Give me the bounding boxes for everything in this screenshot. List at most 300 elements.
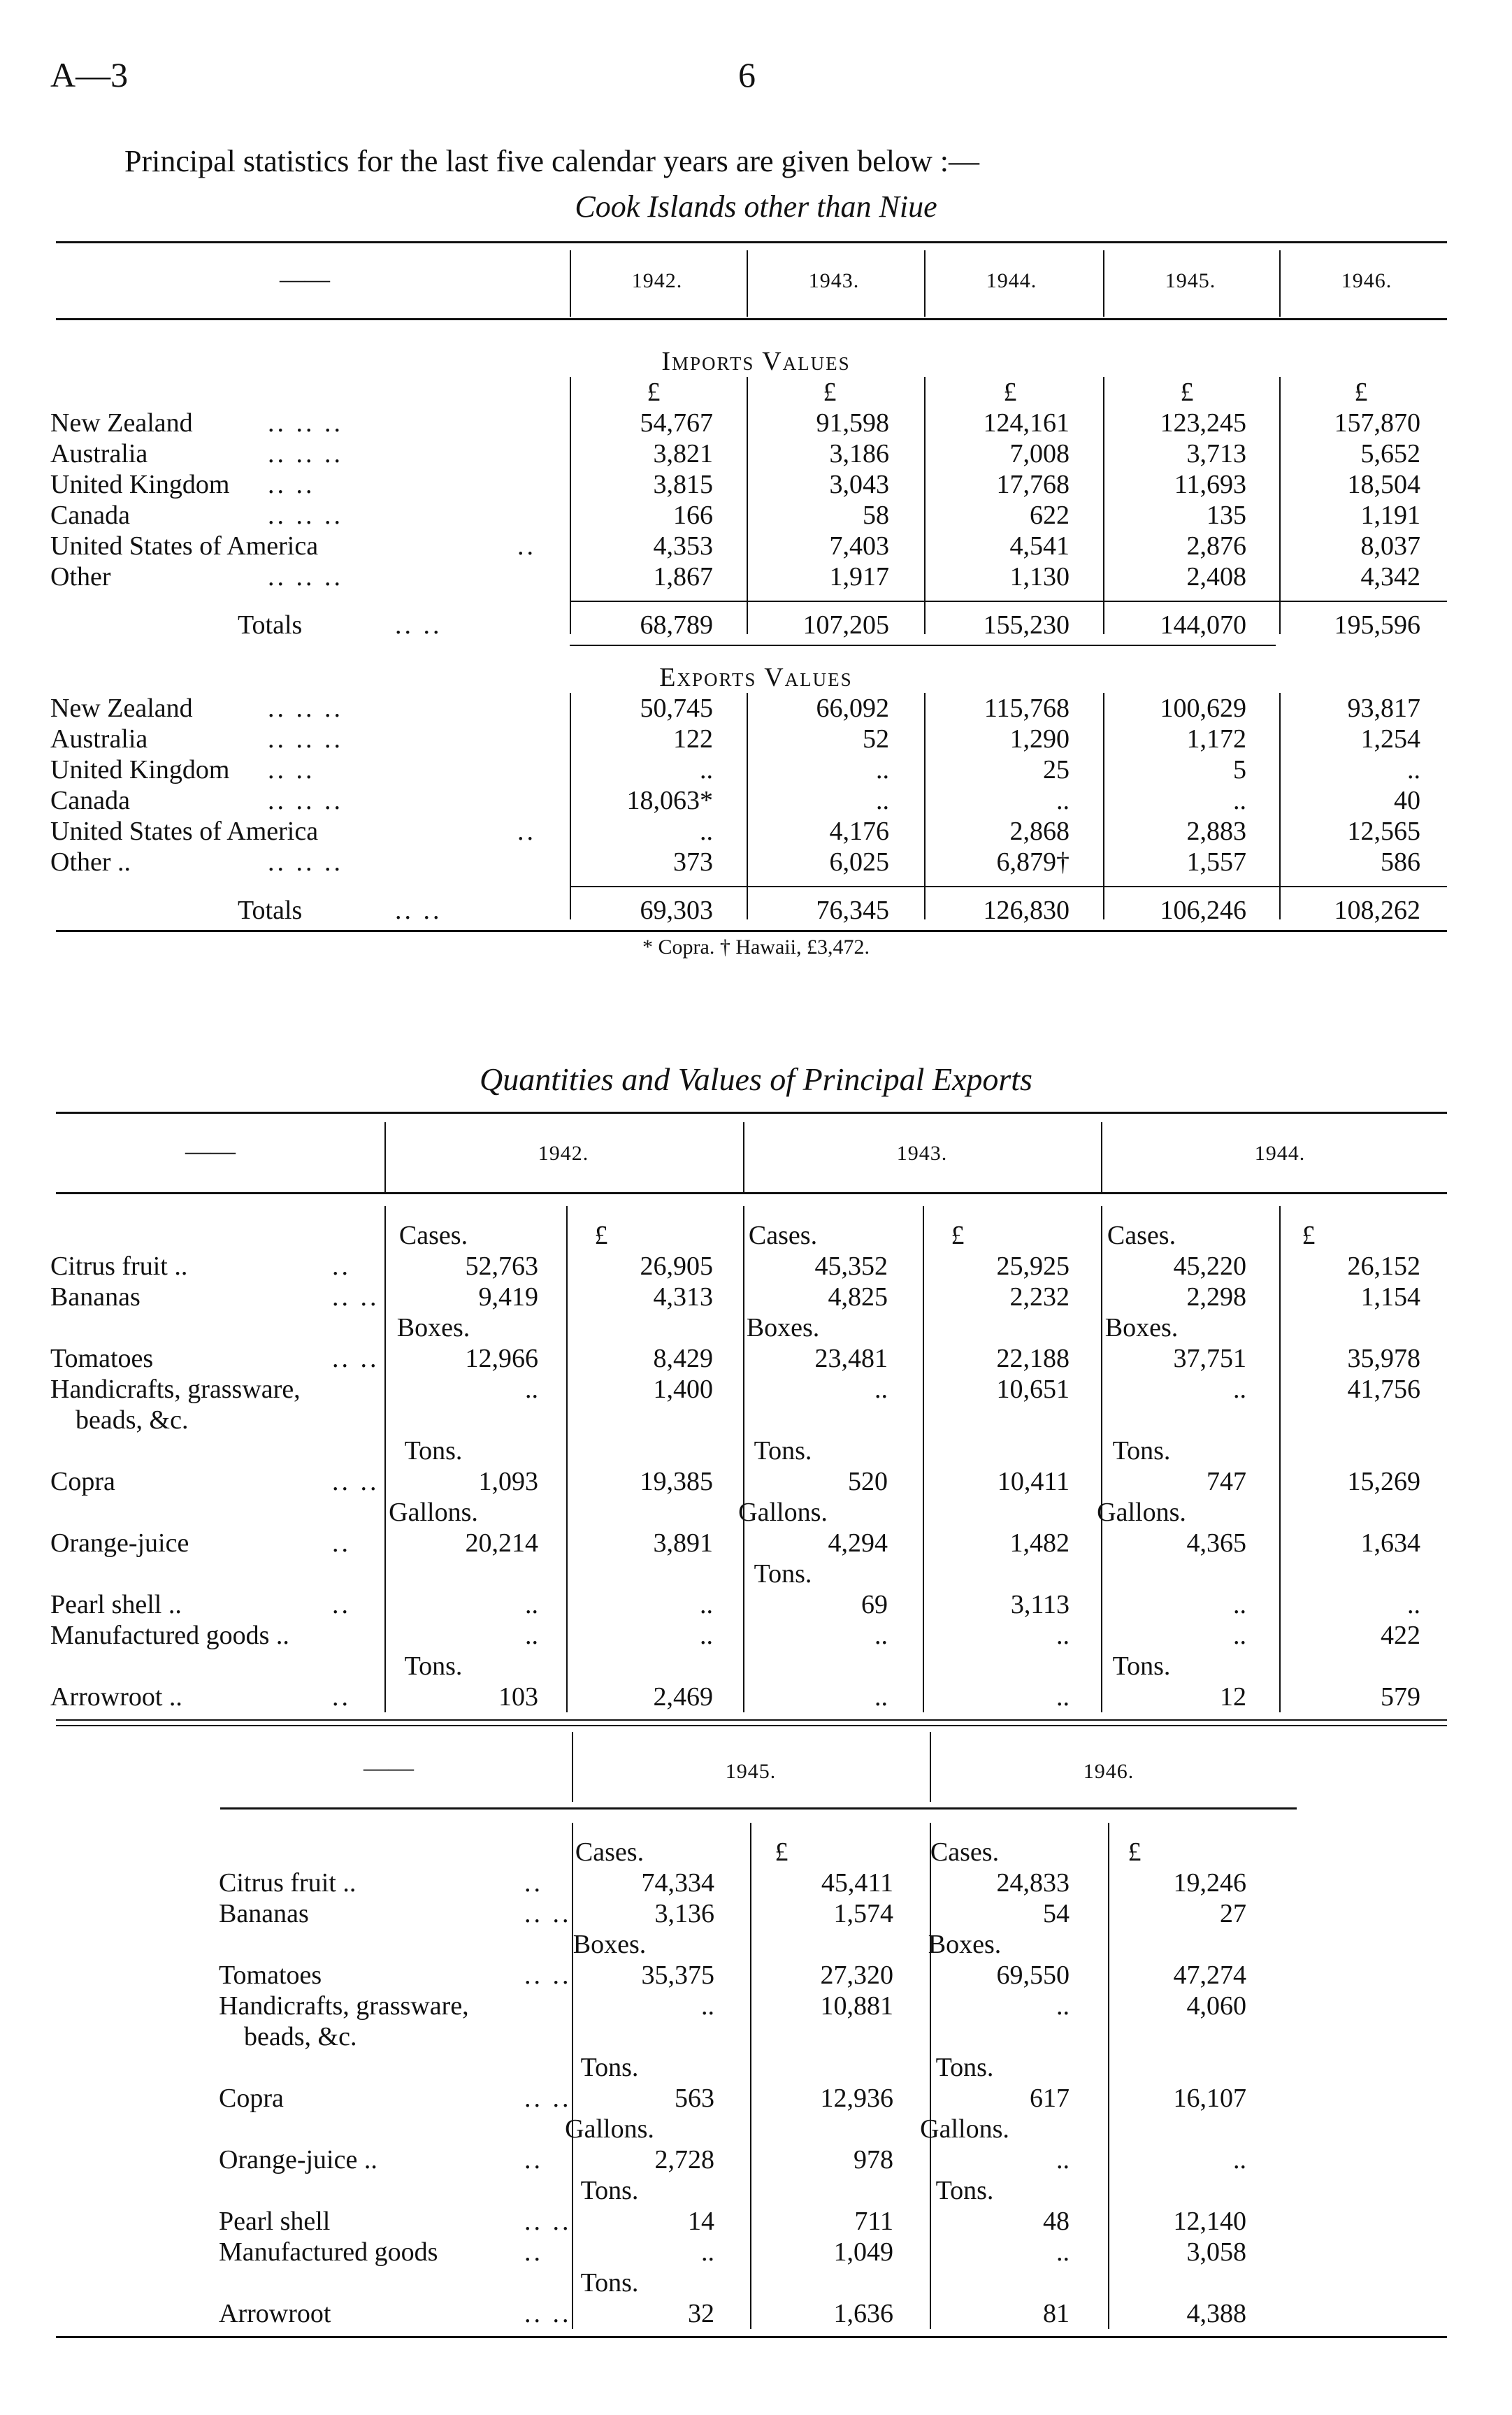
cell-value: 711 — [854, 2207, 893, 2236]
row-label: Bananas — [50, 1282, 141, 1312]
cell-value: 1,482 — [1009, 1528, 1070, 1558]
cell-value: 3,713 — [1186, 439, 1246, 468]
exports-row — [0, 816, 1512, 847]
row-label: Arrowroot — [219, 2299, 331, 2328]
currency-symbol: £ — [951, 1221, 965, 1250]
cell-value: .. — [1233, 786, 1246, 815]
currency-symbol: £ — [1128, 1837, 1142, 1867]
cell-value: 14 — [688, 2207, 714, 2236]
cell-value: 54,767 — [640, 408, 713, 438]
cell-value: 35,978 — [1347, 1344, 1420, 1373]
cell-value: 622 — [1030, 501, 1070, 530]
leader-dots: .. .. — [268, 470, 315, 499]
cell-value: 4,342 — [1360, 562, 1420, 592]
cell-value: 122 — [673, 724, 713, 754]
principal-exports-2-row — [0, 1991, 1512, 2021]
cell-value: 5,652 — [1360, 439, 1420, 468]
column-divider — [1279, 250, 1281, 317]
unit-label: Tons. — [1112, 1651, 1171, 1681]
cell-value: .. — [876, 755, 889, 784]
header-dash: —— — [280, 265, 330, 293]
principal-exports-2-row — [0, 2144, 1512, 2175]
principal-exports-2-row — [0, 1960, 1512, 1991]
cell-value: 2,728 — [654, 2145, 714, 2174]
cell-value: 7,008 — [1009, 439, 1070, 468]
leader-dots: .. — [517, 817, 536, 846]
leader-dots: .. .. — [524, 2084, 572, 2113]
column-divider — [1103, 250, 1104, 317]
cell-value: 27,320 — [820, 1961, 893, 1990]
cell-value: 12,565 — [1347, 817, 1420, 846]
row-label: Handicrafts, grassware, — [219, 1991, 469, 2021]
cell-value: 22,188 — [996, 1344, 1070, 1373]
imports-row — [0, 561, 1512, 592]
currency-symbol: £ — [1302, 1221, 1316, 1250]
leader-dots: .. — [332, 1682, 351, 1712]
principal-exports-1-row — [0, 1374, 1512, 1405]
cell-value: 978 — [854, 2145, 893, 2174]
unit-label: Boxes. — [746, 1313, 820, 1342]
cell-value: 2,232 — [1009, 1282, 1070, 1312]
leader-dots: .. .. — [524, 2207, 572, 2236]
cell-value: 45,411 — [821, 1868, 893, 1898]
unit-label: Tons. — [580, 2268, 639, 2298]
total-value: 155,230 — [983, 610, 1070, 640]
principal-exports-title: Quantities and Values of Principal Exports — [480, 1061, 1032, 1097]
cell-value: 52 — [863, 724, 889, 754]
cell-value: 7,403 — [829, 531, 889, 561]
cell-value: 69,550 — [996, 1961, 1070, 1990]
principal-exports-1-row — [0, 1282, 1512, 1312]
year-header: 1943. — [808, 269, 860, 292]
subtotal-rule — [570, 601, 1447, 602]
row-label: Pearl shell — [219, 2207, 331, 2236]
table-bottom-rule — [56, 930, 1447, 932]
row-label: Orange-juice .. — [219, 2145, 377, 2174]
cell-value: 47,274 — [1173, 1961, 1246, 1990]
cell-value: 52,763 — [465, 1252, 538, 1281]
cell-value: .. — [1407, 1590, 1420, 1619]
leader-dots: .. — [524, 2237, 543, 2267]
table2-part1-rule-a — [56, 1719, 1447, 1721]
cell-value: 4,313 — [653, 1282, 713, 1312]
table2-part1-rule-b — [56, 1725, 1447, 1726]
leader-dots: .. — [517, 531, 536, 561]
cell-value: 93,817 — [1347, 694, 1420, 723]
row-label: Orange-juice — [50, 1528, 189, 1558]
cell-value: 2,408 — [1186, 562, 1246, 592]
unit-label: Tons. — [935, 2176, 994, 2205]
leader-dots: .. .. — [524, 1961, 572, 1990]
principal-exports-1-row — [0, 1620, 1512, 1651]
principal-exports-1-row — [0, 1343, 1512, 1374]
principal-exports-2-row — [0, 2237, 1512, 2267]
total-value: 195,596 — [1334, 610, 1420, 640]
cell-value: 2,876 — [1186, 531, 1246, 561]
leader-dots: .. .. .. — [268, 847, 343, 877]
cell-value: 3,043 — [829, 470, 889, 499]
cell-value: .. — [1233, 1375, 1246, 1404]
leader-dots: .. .. — [268, 755, 315, 784]
principal-exports-2-row — [0, 1868, 1512, 1898]
unit-label: Cases. — [930, 1837, 1000, 1867]
row-label: Canada — [50, 786, 130, 815]
leader-dots: .. .. .. — [268, 501, 343, 530]
column-divider — [930, 1732, 931, 1802]
table2-part2-header-rule — [220, 1807, 1297, 1810]
row-label: New Zealand — [50, 408, 193, 438]
cell-value: 26,905 — [640, 1252, 713, 1281]
principal-exports-1-row — [0, 1466, 1512, 1497]
cell-value: 1,130 — [1009, 562, 1070, 592]
cell-value: .. — [700, 755, 713, 784]
total-value: 144,070 — [1160, 610, 1246, 640]
currency-symbol: £ — [1354, 378, 1368, 407]
row-label: Other .. — [50, 847, 131, 877]
cell-value: 91,598 — [816, 408, 889, 438]
cell-value: 16,107 — [1173, 2084, 1246, 2113]
year-header: 1942. — [631, 269, 683, 292]
column-divider — [924, 377, 926, 634]
cell-value: 3,136 — [654, 1899, 714, 1928]
cell-value: 19,246 — [1173, 1868, 1246, 1898]
cell-value: 123,245 — [1160, 408, 1246, 438]
leader-dots: .. — [332, 1528, 351, 1558]
column-divider — [930, 1823, 931, 2329]
cell-value: .. — [1056, 1621, 1070, 1650]
column-divider — [747, 377, 748, 634]
row-label: Australia — [50, 439, 148, 468]
row-label: Handicrafts, grassware, — [50, 1375, 301, 1404]
cell-value: .. — [1233, 1590, 1246, 1619]
unit-label: Cases. — [1107, 1221, 1176, 1250]
column-divider — [384, 1122, 386, 1192]
total-value: 69,303 — [640, 896, 713, 925]
leader-dots: .. — [524, 2145, 543, 2174]
cell-value: 1,049 — [833, 2237, 893, 2267]
cell-value: 50,745 — [640, 694, 713, 723]
cell-value: 4,388 — [1186, 2299, 1246, 2328]
cell-value: .. — [876, 786, 889, 815]
leader-dots: .. .. — [524, 2299, 572, 2328]
leader-dots: .. .. .. — [268, 786, 343, 815]
imports-row — [0, 500, 1512, 531]
cell-value: 1,154 — [1360, 1282, 1420, 1312]
row-label: Copra — [219, 2084, 284, 2113]
intro-text: Principal statistics for the last five calendar years are given below :— — [124, 144, 980, 178]
cell-value: .. — [700, 1590, 713, 1619]
unit-label: Boxes. — [573, 1930, 647, 1959]
page-number: 6 — [738, 55, 756, 94]
year-header: 1946. — [1341, 269, 1392, 292]
unit-label: Boxes. — [396, 1313, 470, 1342]
leader-dots: .. .. .. — [268, 724, 343, 754]
principal-exports-1-row — [0, 1251, 1512, 1282]
table2-top-rule — [56, 1112, 1447, 1114]
cell-value: 617 — [1030, 2084, 1070, 2113]
row-label: New Zealand — [50, 694, 193, 723]
unit-label: Gallons. — [920, 2114, 1009, 2144]
unit-label: Cases. — [748, 1221, 818, 1250]
cell-value: .. — [874, 1375, 888, 1404]
cell-value: 3,113 — [1010, 1590, 1070, 1619]
leader-dots: .. .. .. — [268, 694, 343, 723]
leader-dots: .. — [332, 1252, 351, 1281]
column-divider — [750, 1823, 751, 2329]
total-value: 107,205 — [802, 610, 889, 640]
row-label: beads, &c. — [75, 1405, 189, 1435]
cell-value: .. — [1056, 2237, 1070, 2267]
cell-value: 100,629 — [1160, 694, 1246, 723]
cell-value: 1,917 — [829, 562, 889, 592]
column-divider — [570, 377, 571, 634]
leader-dots: .. .. .. — [268, 439, 343, 468]
cell-value: .. — [701, 2237, 714, 2267]
cell-value: .. — [1056, 1682, 1070, 1712]
row-label: Citrus fruit .. — [219, 1868, 357, 1898]
cell-value: 1,191 — [1360, 501, 1420, 530]
imports-end-rule — [570, 645, 1276, 646]
total-value: 126,830 — [983, 896, 1070, 925]
principal-exports-2-row — [0, 2298, 1512, 2329]
cell-value: 4,541 — [1009, 531, 1070, 561]
cell-value: 1,093 — [478, 1467, 538, 1496]
table2-bottom-rule — [56, 2336, 1447, 2338]
cell-value: .. — [525, 1590, 538, 1619]
cell-value: 8,429 — [653, 1344, 713, 1373]
column-divider — [1279, 1206, 1281, 1712]
cell-value: 1,254 — [1360, 724, 1420, 754]
unit-label: Boxes. — [1104, 1313, 1179, 1342]
cell-value: .. — [874, 1621, 888, 1650]
row-label: Manufactured goods — [219, 2237, 438, 2267]
column-divider — [923, 1206, 924, 1712]
row-label: Arrowroot .. — [50, 1682, 182, 1712]
table2-header-rule — [56, 1192, 1447, 1194]
cell-value: 12,140 — [1173, 2207, 1246, 2236]
exports-row — [0, 754, 1512, 785]
leader-dots: .. .. — [395, 896, 442, 925]
cell-value: 579 — [1381, 1682, 1420, 1712]
cell-value: .. — [1407, 755, 1420, 784]
cell-value: 25,925 — [996, 1252, 1070, 1281]
cell-value: 12,936 — [820, 2084, 893, 2113]
unit-label: Gallons. — [738, 1498, 828, 1527]
unit-label: Gallons. — [1097, 1498, 1186, 1527]
principal-exports-2-row — [0, 2206, 1512, 2237]
row-label: Tomatoes — [219, 1961, 322, 1990]
cell-value: 1,400 — [653, 1375, 713, 1404]
cell-value: 69 — [861, 1590, 888, 1619]
cell-value: 1,557 — [1186, 847, 1246, 877]
cell-value: 520 — [848, 1467, 888, 1496]
leader-dots: .. .. — [332, 1282, 380, 1312]
cell-value: 1,636 — [833, 2299, 893, 2328]
year-header: 1945. — [1165, 269, 1216, 292]
cell-value: 1,867 — [653, 562, 713, 592]
cell-value: 81 — [1043, 2299, 1070, 2328]
year-header: 1944. — [1254, 1142, 1306, 1165]
unit-label: Gallons. — [565, 2114, 654, 2144]
cell-value: 157,870 — [1334, 408, 1420, 438]
row-label: United Kingdom — [50, 470, 230, 499]
leader-dots: .. — [332, 1590, 351, 1619]
totals-label: Totals — [238, 896, 303, 925]
cell-value: 563 — [675, 2084, 714, 2113]
row-label: Bananas — [219, 1899, 309, 1928]
column-divider — [747, 250, 748, 317]
cell-value: .. — [1233, 1621, 1246, 1650]
principal-exports-1-row-continued — [0, 1405, 1512, 1435]
row-label: Tomatoes — [50, 1344, 154, 1373]
row-label: United Kingdom — [50, 755, 230, 784]
cell-value: 2,298 — [1186, 1282, 1246, 1312]
cell-value: .. — [874, 1682, 888, 1712]
exports-totals-row — [0, 895, 1512, 926]
cell-value: 26,152 — [1347, 1252, 1420, 1281]
cell-value: 12 — [1220, 1682, 1246, 1712]
unit-label: Tons. — [754, 1436, 812, 1466]
cell-value: 18,504 — [1347, 470, 1420, 499]
unit-label: Gallons. — [389, 1498, 478, 1527]
column-divider — [743, 1206, 744, 1712]
column-divider — [566, 1206, 568, 1712]
cell-value: .. — [1233, 2145, 1246, 2174]
cell-value: 5 — [1233, 755, 1246, 784]
year-header: 1942. — [538, 1142, 589, 1165]
cell-value: 2,868 — [1009, 817, 1070, 846]
subtotal-rule — [570, 886, 1447, 887]
unit-label: Tons. — [404, 1436, 463, 1466]
imports-row — [0, 438, 1512, 469]
cell-value: 10,651 — [996, 1375, 1070, 1404]
cell-value: 37,751 — [1173, 1344, 1246, 1373]
cell-value: 41,756 — [1347, 1375, 1420, 1404]
cell-value: 11,693 — [1174, 470, 1246, 499]
column-divider — [384, 1206, 386, 1712]
cell-value: 747 — [1207, 1467, 1246, 1496]
cell-value: 35,375 — [641, 1961, 714, 1990]
cell-value: 15,269 — [1347, 1467, 1420, 1496]
unit-label: Cases. — [398, 1221, 468, 1250]
currency-symbol: £ — [1180, 378, 1194, 407]
document-reference: A—3 — [50, 55, 129, 94]
cell-value: 74,334 — [641, 1868, 714, 1898]
column-divider — [1101, 1122, 1102, 1192]
cell-value: 12,966 — [465, 1344, 538, 1373]
cell-value: 10,411 — [997, 1467, 1070, 1496]
table-subtitle: Cook Islands other than Niue — [575, 189, 937, 224]
row-label: Australia — [50, 724, 148, 754]
cell-value: 4,176 — [829, 817, 889, 846]
total-value: 68,789 — [640, 610, 713, 640]
column-divider — [572, 1732, 573, 1802]
cell-value: 3,058 — [1186, 2237, 1246, 2267]
unit-label: Tons. — [754, 1559, 812, 1589]
principal-exports-2-row — [0, 2083, 1512, 2114]
cell-value: 1,172 — [1186, 724, 1246, 754]
cell-value: .. — [700, 1621, 713, 1650]
cell-value: 9,419 — [478, 1282, 538, 1312]
cell-value: 4,825 — [828, 1282, 888, 1312]
principal-exports-1-row — [0, 1682, 1512, 1712]
principal-exports-1-row — [0, 1589, 1512, 1620]
cell-value: 20,214 — [465, 1528, 538, 1558]
cell-value: 2,469 — [653, 1682, 713, 1712]
column-divider — [743, 1122, 744, 1192]
cell-value: 19,385 — [640, 1467, 713, 1496]
row-label: Other — [50, 562, 111, 592]
exports-row — [0, 785, 1512, 816]
leader-dots: .. .. — [332, 1344, 380, 1373]
unit-label: Tons. — [1112, 1436, 1171, 1466]
cell-value: 58 — [863, 501, 889, 530]
cell-value: 1,634 — [1360, 1528, 1420, 1558]
year-header: 1944. — [986, 269, 1037, 292]
cell-value: 3,186 — [829, 439, 889, 468]
cell-value: 23,481 — [814, 1344, 888, 1373]
currency-symbol: £ — [594, 1221, 608, 1250]
cell-value: 3,891 — [653, 1528, 713, 1558]
column-divider — [572, 1823, 573, 2329]
cell-value: 48 — [1043, 2207, 1070, 2236]
currency-symbol: £ — [647, 378, 661, 407]
cell-value: .. — [701, 1991, 714, 2021]
column-divider — [1101, 1206, 1102, 1712]
unit-label: Tons. — [580, 2053, 639, 2082]
cell-value: 115,768 — [984, 694, 1070, 723]
cell-value: .. — [525, 1375, 538, 1404]
imports-row — [0, 408, 1512, 438]
cell-value: 25 — [1043, 755, 1070, 784]
cell-value: 17,768 — [996, 470, 1070, 499]
header-dash: —— — [185, 1137, 236, 1165]
imports-row — [0, 469, 1512, 500]
row-label: Manufactured goods .. — [50, 1621, 289, 1650]
currency-symbol: £ — [1003, 378, 1017, 407]
column-divider — [1279, 377, 1281, 634]
cell-value: .. — [525, 1621, 538, 1650]
column-divider — [1108, 1823, 1109, 2329]
unit-label: Tons. — [580, 2176, 639, 2205]
row-label: Pearl shell .. — [50, 1590, 182, 1619]
leader-dots: .. .. — [332, 1467, 380, 1496]
cell-value: 4,294 — [828, 1528, 888, 1558]
year-header: 1943. — [896, 1142, 948, 1165]
cell-value: 18,063* — [626, 786, 713, 815]
exports-row — [0, 693, 1512, 724]
leader-dots: .. .. — [395, 610, 442, 640]
total-value: 108,262 — [1334, 896, 1420, 925]
row-label: United States of America — [50, 817, 319, 846]
cell-value: .. — [1056, 786, 1070, 815]
cell-value: 135 — [1207, 501, 1246, 530]
cell-value: 422 — [1381, 1621, 1420, 1650]
year-header: 1945. — [725, 1760, 777, 1783]
unit-label: Tons. — [935, 2053, 994, 2082]
column-divider — [1103, 377, 1104, 634]
header-dash: —— — [363, 1754, 414, 1782]
cell-value: 2,883 — [1186, 817, 1246, 846]
column-divider — [570, 250, 571, 317]
cell-value: 27 — [1220, 1899, 1246, 1928]
cell-value: 45,352 — [814, 1252, 888, 1281]
row-label: Canada — [50, 501, 130, 530]
cell-value: 8,037 — [1360, 531, 1420, 561]
exports-heading: Exports Values — [659, 663, 853, 692]
imports-row — [0, 531, 1512, 561]
unit-label: Boxes. — [928, 1930, 1002, 1959]
